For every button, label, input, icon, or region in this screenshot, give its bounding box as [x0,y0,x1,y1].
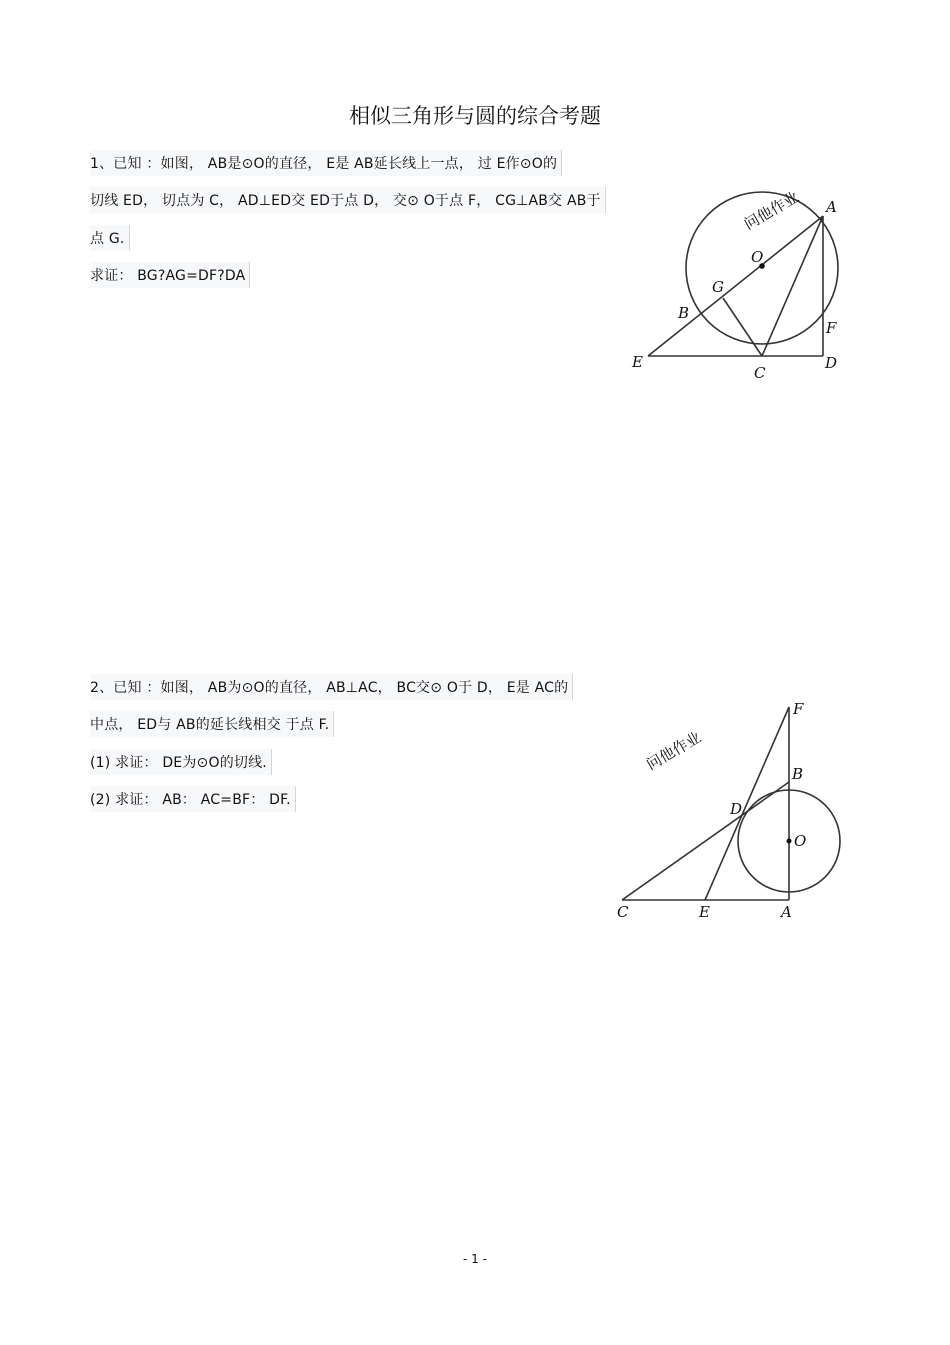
figure1-label-A: A [826,198,837,216]
figure1-label-F: F [826,319,837,337]
figure1-label-C: C [754,364,766,382]
figure2-line-CB [622,782,789,900]
problem1-proof: 求证： BG?AG=DF?DA [90,262,250,288]
figure1-label-E: E [632,353,643,371]
figure2-label-C: C [617,903,629,921]
figure2-label-D: D [730,800,743,818]
figure2-label-F: F [793,700,804,718]
problem2-line1: 2、已知 ：如图， AB为⊙O的直径， AB⊥AC， BC交⊙ O于 D， E是 AC的 [90,674,573,700]
figure2-diagram [610,695,855,925]
figure2-label-B: B [792,765,804,783]
figure1-label-D: D [825,354,838,372]
figure2-label-O: O [794,832,807,850]
problem2-part1: (1) 求证： DE为⊙O的切线. [90,749,272,775]
problem2-part2: (2) 求证： AB： AC=BF： DF. [90,786,296,812]
figure1-diagram [620,170,860,385]
problem2-line2: 中点， ED与 AB的延长线相交 于点 F. [90,711,334,737]
figure2-center-dot [787,839,792,844]
figure2-watermark: 问他作业 [643,728,705,774]
figure2-label-A: A [781,903,792,921]
problem1-line3: 点 G. [90,225,130,251]
page-title: 相似三角形与圆的综合考题 [349,104,601,128]
figure1-line-GC [723,298,762,356]
figure1-label-B: B [678,304,690,322]
page-number: - 1 - [463,1252,487,1266]
problem1-line2: 切线 ED， 切点为 C， AD⊥ED交 ED于点 D， 交⊙ O于点 F， CG⊥AB交 AB于 [90,187,606,213]
figure2-label-E: E [699,903,710,921]
figure1-watermark: 问他作业 [740,187,802,234]
figure1-label-O: O [751,248,764,266]
figure1-label-G: G [712,278,724,296]
figure1-line-AC [762,216,823,356]
problem1-line1: 1、已知 ：如图， AB是⊙O的直径， E是 AB延长线上一点， 过 E作⊙O的 [90,150,562,176]
